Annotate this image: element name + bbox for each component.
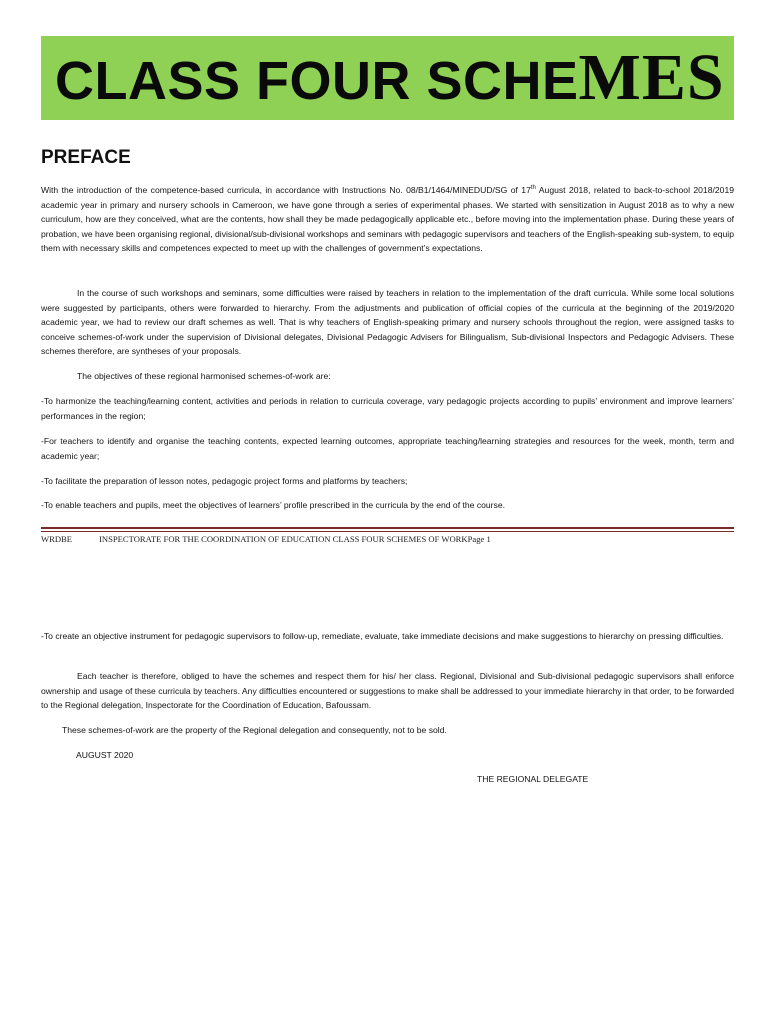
paragraph-intro [41, 183, 734, 256]
footer-divider-thin [41, 531, 734, 532]
footer-text: INSPECTORATE FOR THE COORDINATION OF EDUCATION CLASS FOUR SCHEMES OF WORKPage 1 [99, 534, 491, 544]
signature-date: AUGUST 2020 [76, 750, 134, 760]
title-main: CLASS FOUR SCHE [55, 51, 579, 111]
section-heading: PREFACE [41, 147, 131, 168]
objective-harmonize: -To harmonize the teaching/learning content, activities and periods in relation to curricula coverage, vary pedagogic projects according to pupils’ environment and improve learners’ performances in the region; [41, 396, 734, 421]
document-title [55, 40, 725, 116]
title-tail: MES [578, 41, 725, 114]
objective-enable: -To enable teachers and pupils, meet the objectives of learners’ profile prescribed in the curricula by the end of the course. [41, 500, 506, 510]
paragraph-objectives-intro: The objectives of these regional harmonised schemes-of-work are: [77, 371, 331, 381]
paragraph-obligation: Each teacher is therefore, obliged to have the schemes and respect them for his/ her class. Regional, Divisional and Sub-divisional pedagogic supervisors shall enforce ownership and usage of these curricula by teachers. Any difficulties encountered or suggestions to make shall be addressed to your immediate hierarchy in that order, to be forwarded to the Regional delegation, Inspectorate for the Coordination of Education, Bafoussam. [41, 671, 734, 711]
paragraph-property: These schemes-of-work are the property of the Regional delegation and consequently, not to be sold. [62, 725, 447, 735]
signatory: THE REGIONAL DELEGATE [477, 774, 589, 784]
paragraph-intro-text: With the introduction of the competence-based curricula, in accordance with Instructions No. 08/B1/1464/MINEDUD/SG of 17 [41, 185, 531, 195]
page-footer [41, 534, 491, 544]
superscript-th: th [530, 185, 536, 192]
objective-identify: -For teachers to identify and organise the teaching contents, expected learning outcomes, appropriate teaching/learning strategies and resources for the week, month, term and academic year; [41, 436, 734, 461]
objective-facilitate: -To facilitate the preparation of lesson notes, pedagogic project forms and platforms by teachers; [41, 476, 408, 486]
objective-instrument: -To create an objective instrument for pedagogic supervisors to follow-up, remediate, evaluate, take immediate decisions and make suggestions to hierarchy on pressing difficulties. [41, 631, 724, 641]
title-banner [41, 36, 734, 120]
paragraph-workshops: In the course of such workshops and seminars, some difficulties were raised by teachers in relation to the implementation of the draft curricula. While some local solutions were suggested by participants, others were forwarded to hierarchy. From the adjustments and publication of official copies of the curricula at the beginning of the 2019/2020 academic year, we had to review our draft schemes as well. That is why teachers of English-speaking primary and nursery schools throughout the region, were assigned tasks to conceive schemes-of-work under the supervision of Divisional delegates, Divisional Pedagogic Advisers for Bilingualism, Sub-divisional Inspectors and Pedagogic Advisers. These schemes therefore, are syntheses of your proposals. [41, 288, 734, 357]
footer-code: WRDBE [41, 534, 73, 544]
paragraph-intro-text-continued: August 2018, related to back-to-school 2018/2019 academic year in primary and nursery schools in Cameroon, we have gone through a series of experimental phases. We started with sensitization in August 2018 as to why a new curriculum, how are they conceived, what are the contents, how shall they be made pedagogically applicable etc., before moving into the implementation phase. During these years of probation, we have been organising regional, divisional/sub-divisional workshops and seminars with pedagogic supervisors and teachers of the English-speaking sub-system, to equip them with necessary skills and competences expected to meet up with the challenges of government’s expectations. [41, 185, 734, 254]
footer-divider-thick [41, 527, 734, 529]
